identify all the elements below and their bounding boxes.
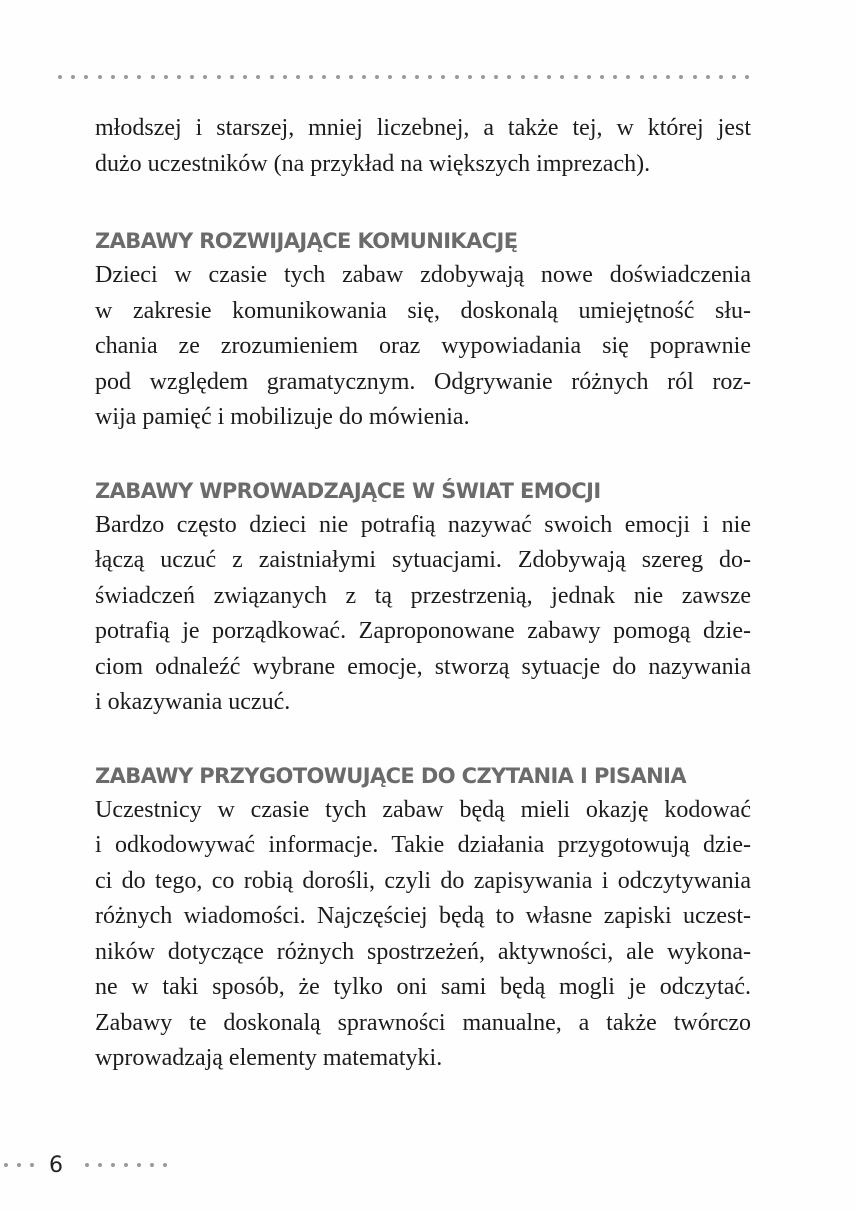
dot <box>587 75 591 79</box>
dot <box>84 75 88 79</box>
text-line: różnych wiadomości. Najczęściej będą to własne zapiski uczest- <box>95 903 751 929</box>
dot <box>243 75 247 79</box>
text-line: ników dotyczące różnych spostrzeżeń, aktywności, ale wykona- <box>95 938 751 965</box>
intro-paragraph <box>95 111 751 182</box>
dot <box>415 75 419 79</box>
dot <box>626 75 630 79</box>
dot <box>71 75 75 79</box>
dot <box>124 75 128 79</box>
dot <box>388 75 392 79</box>
dot <box>322 75 326 79</box>
page-number: 6 <box>49 1152 63 1178</box>
dot <box>150 1163 154 1167</box>
dot <box>256 75 260 79</box>
dot <box>719 75 723 79</box>
dot <box>613 75 617 79</box>
dot <box>428 75 432 79</box>
dot <box>58 75 62 79</box>
text-line: łączą uczuć z zaistniałymi sytuacjami. Zdobywają szereg do- <box>95 547 751 573</box>
dot <box>124 1163 128 1167</box>
footer-dots-right <box>85 1163 167 1167</box>
top-dotted-rule <box>58 75 750 80</box>
text-line: wprowadzają elementy matematyki. <box>95 1045 443 1071</box>
dot <box>560 75 564 79</box>
dot <box>283 75 287 79</box>
dot <box>693 75 697 79</box>
text-line: młodszej i starszej, mniej liczebnej, a także tej, w której jest <box>95 115 751 141</box>
section-paragraph-communication <box>95 258 751 436</box>
dot <box>640 75 644 79</box>
text-line: w zakresie komunikowania się, doskonalą umiejętność słu- <box>95 297 751 324</box>
dot <box>85 1163 89 1167</box>
dot <box>706 75 710 79</box>
dot <box>296 75 300 79</box>
dot <box>507 75 511 79</box>
text-line: pod względem gramatycznym. Odgrywanie różnych ról roz- <box>95 368 751 395</box>
dot <box>309 75 313 79</box>
dot <box>534 75 538 79</box>
dot <box>190 75 194 79</box>
dot <box>732 75 736 79</box>
dot <box>375 75 379 79</box>
dot <box>203 75 207 79</box>
dot <box>111 1163 115 1167</box>
dot <box>666 75 670 79</box>
dot <box>574 75 578 79</box>
section-paragraph-reading-writing <box>95 793 751 1077</box>
footer-dots-left <box>4 1163 34 1167</box>
dot <box>402 75 406 79</box>
dot <box>217 75 221 79</box>
dot <box>494 75 498 79</box>
text-line: Uczestnicy w czasie tych zabaw będą mieli okazję kodować <box>95 796 751 823</box>
text-line: potrafią je porządkować. Zaproponowane zabawy pomogą dzie- <box>95 618 751 644</box>
dot <box>547 75 551 79</box>
dot <box>30 1163 34 1167</box>
dot <box>270 75 274 79</box>
text-line: dużo uczestników (na przykład na większych imprezach). <box>95 150 651 177</box>
section-heading-emotions: ZABAWY WPROWADZAJĄCE W ŚWIAT EMOCJI <box>95 478 601 503</box>
text-line: wija pamięć i mobilizuje do mówienia. <box>95 404 470 430</box>
dot <box>441 75 445 79</box>
dot <box>111 75 115 79</box>
text-line: Dzieci w czasie tych zabaw zdobywają nowe doświadczenia <box>95 262 751 288</box>
dot <box>17 1163 21 1167</box>
dot <box>137 1163 141 1167</box>
text-line: i okazywania uczuć. <box>95 689 291 715</box>
dot <box>137 75 141 79</box>
dot <box>362 75 366 79</box>
dot <box>521 75 525 79</box>
text-line: Zabawy te doskonalą sprawności manualne, a także twórczo <box>95 1009 751 1036</box>
dot <box>745 75 749 79</box>
page-footer <box>0 1150 167 1180</box>
dot <box>600 75 604 79</box>
dot <box>177 75 181 79</box>
dot <box>336 75 340 79</box>
page-content <box>95 111 751 1077</box>
dot <box>481 75 485 79</box>
dot <box>679 75 683 79</box>
text-line: Bardzo często dzieci nie potrafią nazywać swoich emocji i nie <box>95 511 751 538</box>
dot <box>163 1163 167 1167</box>
dot <box>653 75 657 79</box>
dot <box>455 75 459 79</box>
text-line: ci do tego, co robią dorośli, czyli do zapisywania i odczytywania <box>95 867 751 894</box>
dot <box>98 1163 102 1167</box>
section-paragraph-emotions <box>95 508 751 721</box>
dot <box>98 75 102 79</box>
dot <box>349 75 353 79</box>
text-line: i odkodowywać informacje. Takie działania przygotowują dzie- <box>95 832 751 858</box>
dot <box>230 75 234 79</box>
section-heading-reading-writing: ZABAWY PRZYGOTOWUJĄCE DO CZYTANIA I PISANIA <box>95 763 686 788</box>
text-line: świadczeń związanych z tą przestrzenią, jednak nie zawsze <box>95 582 751 609</box>
dot <box>468 75 472 79</box>
section-heading-communication: ZABAWY ROZWIJAJĄCE KOMUNIKACJĘ <box>95 229 518 253</box>
dot <box>4 1163 8 1167</box>
text-line: ciom odnaleźć wybrane emocje, stworzą sytuacje do nazywania <box>95 653 751 680</box>
text-line: chania ze zrozumieniem oraz wypowiadania się poprawnie <box>95 333 751 359</box>
dot <box>151 75 155 79</box>
text-line: ne w taki sposób, że tylko oni sami będą mogli je odczytać. <box>95 974 751 1000</box>
dot <box>164 75 168 79</box>
